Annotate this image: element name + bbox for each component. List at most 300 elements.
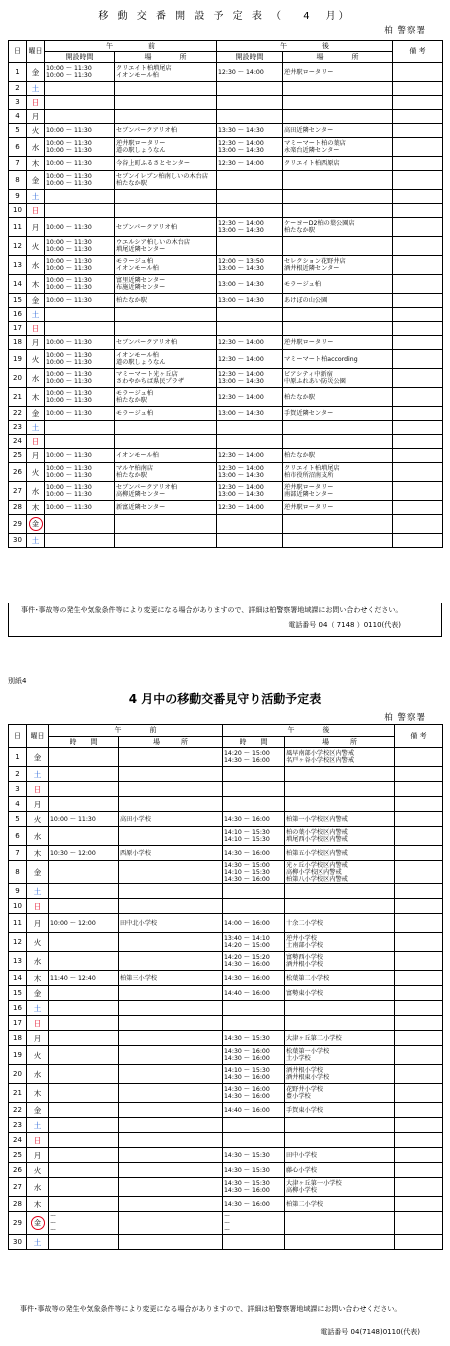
pm-place-cell <box>285 1197 395 1212</box>
weekday-cell <box>27 204 45 218</box>
am-time-cell <box>45 308 115 322</box>
pm-place-cell <box>283 350 393 369</box>
header-am-place: 場 所 <box>115 52 217 63</box>
weekday-cell <box>27 294 45 308</box>
am-time-cell <box>45 435 115 449</box>
table-row <box>9 827 443 846</box>
pm-place-cell <box>283 63 393 82</box>
header-dow: 曜日 <box>27 725 49 748</box>
note-cell <box>395 1148 443 1163</box>
pm-time-cell-line: 12:30 ～ 14:00 <box>218 355 264 363</box>
am-place-cell-line: イオンモール柏 <box>116 452 159 459</box>
table-row <box>9 157 443 171</box>
am-place-cell <box>119 952 223 971</box>
mobile-koban-schedule-table <box>8 40 443 548</box>
pm-time-cell <box>217 110 283 124</box>
pm-place-cell-line: 光ヶ丘小学校区内警戒 <box>286 861 348 869</box>
day-cell: 2 <box>9 767 27 782</box>
note-cell <box>393 308 443 322</box>
am-place-cell-line: セブンイレブン柏南しいの木台店 <box>116 173 209 180</box>
am-time-cell <box>45 294 115 308</box>
weekday-cell <box>27 171 45 190</box>
am-place-cell <box>115 124 217 138</box>
pm-time-cell-line: 12:30 ～ 14:00 <box>218 452 264 459</box>
note-cell <box>393 449 443 463</box>
am-place-cell <box>119 767 223 782</box>
am-place-cell <box>119 827 223 846</box>
am-time-cell <box>45 96 115 110</box>
am-place-cell <box>115 421 217 435</box>
pm-place-cell-line: クリエイト柏西原店 <box>284 160 340 167</box>
header-note: 備 考 <box>395 725 443 748</box>
am-place-cell <box>119 1163 223 1178</box>
weekday-label: 日 <box>33 784 42 794</box>
pm-time-cell-line: 13:00 ～ 14:30 <box>218 491 264 498</box>
header-am: 午 前 <box>49 725 223 737</box>
pm-place-cell <box>285 933 395 952</box>
weekday-cell <box>27 1065 49 1084</box>
pm-place-cell <box>283 275 393 294</box>
am-time-cell-line: 10:00 ～ 11:30 <box>46 397 92 404</box>
pm-place-cell-line: 柏たなか駅 <box>284 393 315 401</box>
weekday-cell <box>27 407 45 421</box>
pm-place-cell <box>285 1235 395 1250</box>
am-place-cell <box>119 899 223 914</box>
weekday-label: 木 <box>31 392 40 402</box>
am-place-cell <box>119 1046 223 1065</box>
pm-place-cell-line: 十余二小学校 <box>286 919 324 927</box>
am-place-cell <box>115 63 217 82</box>
note-cell <box>393 157 443 171</box>
table-row <box>9 1065 443 1084</box>
am-place-cell <box>115 435 217 449</box>
note-cell <box>395 1197 443 1212</box>
am-time-cell-line: 10:00 ～ 11:30 <box>46 65 92 72</box>
am-place-cell <box>119 812 223 827</box>
note-cell <box>393 350 443 369</box>
am-place-cell <box>115 82 217 96</box>
table-row <box>9 1084 443 1103</box>
header-dow: 曜日 <box>27 41 45 63</box>
police-station-label-1: 柏 警察署 <box>384 26 426 36</box>
am-place-cell <box>119 861 223 884</box>
am-place-cell <box>119 1148 223 1163</box>
footer-notice-text-1: 事件･事故等の発生や気象条件等により変更になる場合がありますので、詳細は柏警察署地域課にお問い合わせください。 <box>21 606 403 614</box>
am-time-cell <box>45 82 115 96</box>
pm-place-cell-line: 柏第一小学校区内警戒 <box>286 815 348 823</box>
table-row <box>9 1178 443 1197</box>
am-time-cell <box>45 350 115 369</box>
day-cell: 10 <box>9 204 27 218</box>
weekday-cell <box>27 767 49 782</box>
day-cell: 11 <box>9 914 27 933</box>
weekday-cell <box>27 1118 49 1133</box>
am-time-cell-line: 10:00 ～ 11:30 <box>50 815 96 823</box>
weekday-cell <box>27 1148 49 1163</box>
weekday-label: 金 <box>31 409 40 418</box>
pm-time-cell <box>223 748 285 767</box>
pm-time-cell-line: 14:10 ～ 15:30 <box>224 836 270 843</box>
note-cell <box>395 1046 443 1065</box>
note-cell <box>395 1016 443 1031</box>
day-cell: 29 <box>9 1212 27 1235</box>
am-time-cell-line: 10:00 ～ 11:30 <box>46 378 92 385</box>
am-time-cell <box>49 1178 119 1197</box>
schedule-title-2: 4 月中の移動交番見守り活動予定表 <box>128 692 322 706</box>
weekday-cell <box>27 1178 49 1197</box>
day-cell: 8 <box>9 171 27 190</box>
pm-time-cell-line: 12:30 ～ 14:00 <box>218 504 264 511</box>
note-cell <box>395 1103 443 1118</box>
note-cell <box>395 1065 443 1084</box>
am-time-cell-line: 10:00 ～ 11:30 <box>46 258 92 265</box>
note-cell <box>393 110 443 124</box>
table-row <box>9 767 443 782</box>
weekday-label: 水 <box>33 1069 42 1079</box>
weekday-label: 金 <box>31 67 40 77</box>
day-cell: 14 <box>9 971 27 986</box>
pm-time-cell-line: 13:00 ～ 14:30 <box>218 410 264 417</box>
pm-place-cell <box>285 971 395 986</box>
pm-time-cell <box>217 501 283 515</box>
pm-place-cell-line: 松葉第一小学校 <box>286 1048 330 1055</box>
am-place-cell <box>115 534 217 548</box>
pm-time-cell-line: 12:30 ～ 14:00 <box>218 68 264 76</box>
pm-place-cell-line: クリエイト柏増尾店 <box>284 465 340 472</box>
weekday-label: 日 <box>31 437 40 446</box>
day-cell: 7 <box>9 846 27 861</box>
pm-place-cell-line: 高田近隣センター <box>284 127 334 134</box>
pm-time-cell-line: 14:30 ～ 16:00 <box>224 757 270 764</box>
am-time-cell-line: 10:00 ～ 11:30 <box>46 223 92 231</box>
note-cell <box>395 797 443 812</box>
header-am: 午 前 <box>45 41 217 52</box>
pm-place-cell-line: 永楽台近隣センター <box>284 147 340 154</box>
am-place-cell <box>115 336 217 350</box>
am-place-cell <box>119 914 223 933</box>
pm-time-cell <box>223 884 285 899</box>
am-time-cell-line: ～ <box>50 1219 57 1227</box>
am-time-cell-line: 10:00 ～ 11:30 <box>46 352 92 359</box>
pm-place-cell-line: 風早南部小学校区内警戒 <box>286 750 355 757</box>
pm-place-cell <box>283 308 393 322</box>
am-time-cell-line: 10:00 ～ 11:30 <box>46 484 92 491</box>
am-time-cell-line: 10:00 ～ 11:30 <box>46 472 92 479</box>
pm-time-cell-line: 14:30 ～ 16:00 <box>224 1086 270 1093</box>
note-cell <box>395 1118 443 1133</box>
note-cell <box>395 986 443 1001</box>
weekday-cell <box>27 1016 49 1031</box>
header-pm-time: 時 間 <box>223 737 285 748</box>
am-time-cell <box>45 124 115 138</box>
day-cell: 23 <box>9 1118 27 1133</box>
am-time-cell <box>49 1133 119 1148</box>
pm-place-cell <box>283 294 393 308</box>
weekday-cell <box>27 1046 49 1065</box>
pm-time-cell-line: 13:40 ～ 14:10 <box>224 935 270 942</box>
weekday-cell <box>27 369 45 388</box>
table-row <box>9 534 443 548</box>
pm-time-cell <box>223 1046 285 1065</box>
pm-place-cell <box>283 463 393 482</box>
pm-time-cell-line: 12:30 ～ 14:00 <box>218 220 264 227</box>
am-time-cell <box>49 1197 119 1212</box>
header-pm-place: 場 所 <box>283 52 393 63</box>
am-place-cell-line: セブンパークアリオ柏 <box>116 339 177 346</box>
pm-place-cell <box>283 501 393 515</box>
pm-time-cell-line: 14:30 ～ 15:00 <box>224 861 270 869</box>
pm-time-cell-line: 12:30 ～ 14:00 <box>218 393 264 401</box>
pm-time-cell <box>217 190 283 204</box>
pm-time-cell-line: 14:30 ～ 15:30 <box>224 1034 270 1042</box>
pm-place-cell-line: あけぼの山公園 <box>284 297 328 304</box>
note-cell <box>395 861 443 884</box>
note-cell <box>395 933 443 952</box>
weekday-label: 水 <box>33 1182 42 1192</box>
am-time-cell <box>45 369 115 388</box>
weekday-cell <box>27 861 49 884</box>
pm-time-cell <box>223 1016 285 1031</box>
day-cell: 4 <box>9 797 27 812</box>
pm-time-cell-line: 14:30 ～ 16:00 <box>224 1200 270 1208</box>
weekday-cell <box>27 797 49 812</box>
weekday-label: 水 <box>33 956 42 966</box>
am-time-cell <box>49 914 119 933</box>
am-time-cell <box>45 463 115 482</box>
weekday-cell <box>27 515 45 534</box>
pm-time-cell <box>223 797 285 812</box>
note-cell <box>393 463 443 482</box>
table-row <box>9 884 443 899</box>
pm-place-cell <box>285 1178 395 1197</box>
weekday-label: 金 <box>31 175 40 185</box>
am-place-cell <box>119 797 223 812</box>
weekday-label: 土 <box>33 769 42 779</box>
table-row <box>9 986 443 1001</box>
am-place-cell <box>115 204 217 218</box>
am-time-cell <box>49 797 119 812</box>
schedule-title-1: 移 動 交 番 開 設 予 定 表 （ 4 月） <box>98 11 352 22</box>
table-row <box>9 515 443 534</box>
pm-time-cell <box>217 124 283 138</box>
pm-place-cell-line: 富勢西小学校 <box>286 954 324 961</box>
table-row <box>9 308 443 322</box>
am-place-cell <box>115 322 217 336</box>
am-place-cell <box>119 986 223 1001</box>
am-time-cell <box>49 952 119 971</box>
note-cell <box>395 812 443 827</box>
am-time-cell-line: 10:00 ～ 11:30 <box>46 297 92 304</box>
pm-time-cell <box>217 449 283 463</box>
pm-time-cell-line: 14:30 ～ 15:30 <box>224 1180 270 1187</box>
pm-time-cell-line: 12:00 ～ 13:50 <box>218 258 264 265</box>
am-time-cell-line: 10:00 ～ 11:30 <box>46 371 92 378</box>
am-place-cell <box>119 1133 223 1148</box>
day-cell: 1 <box>9 748 27 767</box>
table-row <box>9 971 443 986</box>
am-place-cell <box>115 190 217 204</box>
weekday-label: 火 <box>33 937 42 947</box>
am-place-cell-line: 布施近隣センター <box>116 284 166 291</box>
table-row <box>9 1235 443 1250</box>
table-row <box>9 899 443 914</box>
header-pm: 午 後 <box>217 41 393 52</box>
pm-place-cell <box>283 124 393 138</box>
weekday-cell <box>27 1163 49 1178</box>
table-row <box>9 463 443 482</box>
weekday-cell <box>27 933 49 952</box>
day-cell: 6 <box>9 138 27 157</box>
circled-weekday: 金 <box>31 1216 45 1230</box>
weekday-label: 日 <box>33 901 42 911</box>
pm-time-cell <box>217 407 283 421</box>
am-place-cell <box>119 1118 223 1133</box>
table-row <box>9 63 443 82</box>
pm-place-cell-line: 酒井根小学校 <box>286 1067 324 1074</box>
pm-place-cell <box>285 1001 395 1016</box>
note-cell <box>393 96 443 110</box>
am-place-cell-line: 今谷上町ふるさとセンター <box>116 160 191 167</box>
pm-place-cell-line: 酒井根東小学校 <box>286 1074 330 1081</box>
pm-place-cell-line: 花野井小学校 <box>286 1086 324 1093</box>
pm-place-cell-line: ビアシティ中新宿 <box>284 371 333 378</box>
pm-place-cell-line: 逆井駅ロータリー <box>284 504 334 511</box>
weekday-label: 水 <box>31 373 40 383</box>
weekday-label: 火 <box>31 126 40 135</box>
am-place-cell <box>119 846 223 861</box>
am-time-cell-line: 10:00 ～ 11:30 <box>46 127 92 134</box>
pm-time-cell <box>217 534 283 548</box>
pm-place-cell <box>285 797 395 812</box>
pm-time-cell-line: 14:20 ～ 15:00 <box>224 750 270 757</box>
weekday-label: 土 <box>33 1237 42 1247</box>
weekday-label: 水 <box>31 260 40 270</box>
pm-time-cell-line: 14:30 ～ 16:00 <box>224 974 270 982</box>
am-place-cell <box>115 369 217 388</box>
note-cell <box>393 256 443 275</box>
pm-place-cell <box>285 899 395 914</box>
weekday-label: 土 <box>33 1003 42 1013</box>
table-row <box>9 501 443 515</box>
am-place-cell <box>115 308 217 322</box>
note-cell <box>395 748 443 767</box>
note-cell <box>395 767 443 782</box>
weekday-cell <box>27 899 49 914</box>
note-cell <box>393 435 443 449</box>
pm-place-cell <box>285 782 395 797</box>
note-cell <box>393 124 443 138</box>
pm-place-cell-line: 柏第八小学校区内警戒 <box>286 875 348 883</box>
day-cell: 20 <box>9 369 27 388</box>
pm-place-cell-line: 逆井駅ロータリー <box>284 339 334 346</box>
table-row <box>9 336 443 350</box>
table-row <box>9 421 443 435</box>
pm-time-cell-line: 14:30 ～ 15:30 <box>224 1166 270 1174</box>
am-time-cell <box>45 138 115 157</box>
pm-place-cell <box>283 435 393 449</box>
pm-place-cell-line: 柏たなか駅 <box>284 227 315 234</box>
pm-time-cell <box>223 971 285 986</box>
weekday-cell <box>27 157 45 171</box>
weekday-cell <box>27 275 45 294</box>
am-time-cell <box>45 501 115 515</box>
am-time-cell-line: 10:30 ～ 12:00 <box>50 849 96 857</box>
table-row <box>9 388 443 407</box>
weekday-cell <box>27 482 45 501</box>
note-cell <box>393 501 443 515</box>
day-cell: 9 <box>9 884 27 899</box>
pm-time-cell <box>223 914 285 933</box>
table-row <box>9 138 443 157</box>
pm-time-cell-line: ～ <box>224 1219 231 1227</box>
day-cell: 17 <box>9 1016 27 1031</box>
am-place-cell <box>115 294 217 308</box>
note-cell <box>395 827 443 846</box>
table-row <box>9 846 443 861</box>
pm-time-cell <box>223 1084 285 1103</box>
pm-place-cell-line: 土南部小学校 <box>286 942 324 949</box>
am-time-cell <box>45 204 115 218</box>
pm-place-cell <box>283 171 393 190</box>
note-cell <box>393 294 443 308</box>
pm-time-cell <box>217 237 283 256</box>
day-cell: 16 <box>9 1001 27 1016</box>
pm-time-cell-line: 14:30 ～ 15:30 <box>224 1151 270 1159</box>
pm-place-cell-line: 富勢東小学校 <box>286 989 324 997</box>
header-am-open-time: 開設時間 <box>45 52 115 63</box>
am-time-cell-line: 10:00 ～ 11:30 <box>46 504 92 511</box>
pm-time-cell <box>223 1178 285 1197</box>
am-place-cell-line: 柏たなか駅 <box>116 180 147 187</box>
am-place-cell <box>119 1016 223 1031</box>
footer-notice-1 <box>8 603 442 637</box>
pm-place-cell-line: 南部近隣センター <box>284 491 334 498</box>
note-cell <box>393 218 443 237</box>
am-time-cell <box>49 1235 119 1250</box>
am-time-cell <box>49 986 119 1001</box>
pm-place-cell <box>283 82 393 96</box>
weekday-label: 火 <box>33 1050 42 1060</box>
pm-place-cell <box>285 748 395 767</box>
weekday-cell <box>27 388 45 407</box>
weekday-cell <box>27 1212 49 1235</box>
weekday-label: 木 <box>31 503 40 512</box>
weekday-cell <box>27 1133 49 1148</box>
am-place-cell-line: モラージュ柏 <box>116 258 153 265</box>
day-cell: 19 <box>9 1046 27 1065</box>
am-time-cell <box>49 971 119 986</box>
day-cell: 20 <box>9 1065 27 1084</box>
weekday-cell <box>27 914 49 933</box>
pm-time-cell <box>217 96 283 110</box>
weekday-label: 日 <box>33 1018 42 1028</box>
pm-time-cell-line: 12:30 ～ 14:00 <box>218 371 264 378</box>
weekday-label: 月 <box>31 112 40 121</box>
weekday-cell <box>27 435 45 449</box>
header-pm-place: 場 所 <box>285 737 395 748</box>
weekday-label: 木 <box>31 279 40 289</box>
weekday-label: 土 <box>31 192 40 201</box>
day-cell: 25 <box>9 449 27 463</box>
weekday-label: 日 <box>31 324 40 333</box>
pm-place-cell <box>283 204 393 218</box>
pm-time-cell-line: 14:30 ～ 16:00 <box>224 1074 270 1081</box>
day-cell: 30 <box>9 534 27 548</box>
day-cell: 17 <box>9 322 27 336</box>
pm-place-cell-line: 中原ふれあい防災公園 <box>284 378 346 385</box>
day-cell: 3 <box>9 782 27 797</box>
header-am-place: 場 所 <box>119 737 223 748</box>
